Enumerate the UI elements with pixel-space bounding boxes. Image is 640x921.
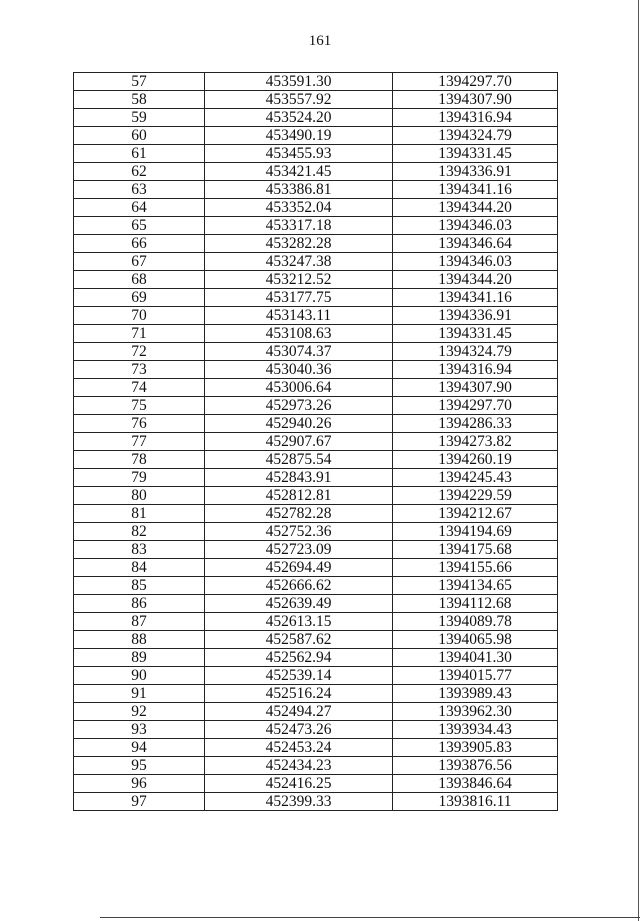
point-number-cell: 88: [74, 631, 205, 649]
table-row: [74, 469, 558, 487]
x-coordinate-cell: 453421.45: [205, 163, 393, 181]
x-coordinate-cell: 452907.67: [205, 433, 393, 451]
table-row: [74, 325, 558, 343]
table-row: [74, 595, 558, 613]
x-coordinate-cell: 452399.33: [205, 793, 393, 811]
scan-edge-bottom: [100, 917, 640, 918]
table-row: [74, 217, 558, 235]
x-coordinate-cell: 453524.20: [205, 109, 393, 127]
point-number-cell: 80: [74, 487, 205, 505]
y-coordinate-cell: 1393905.83: [393, 739, 558, 757]
y-coordinate-cell: 1394307.90: [393, 379, 558, 397]
point-number-cell: 89: [74, 649, 205, 667]
x-coordinate-cell: 452940.26: [205, 415, 393, 433]
x-coordinate-cell: 452539.14: [205, 667, 393, 685]
y-coordinate-cell: 1393962.30: [393, 703, 558, 721]
table-row: [74, 721, 558, 739]
coordinates-table: [73, 72, 558, 811]
x-coordinate-cell: 453074.37: [205, 343, 393, 361]
table-row: [74, 487, 558, 505]
table-row: [74, 451, 558, 469]
y-coordinate-cell: 1394324.79: [393, 343, 558, 361]
y-coordinate-cell: 1394341.16: [393, 181, 558, 199]
y-coordinate-cell: 1394346.64: [393, 235, 558, 253]
table-row: [74, 613, 558, 631]
y-coordinate-cell: 1394229.59: [393, 487, 558, 505]
y-coordinate-cell: 1394175.68: [393, 541, 558, 559]
point-number-cell: 97: [74, 793, 205, 811]
x-coordinate-cell: 453591.30: [205, 73, 393, 91]
table-row: [74, 235, 558, 253]
y-coordinate-cell: 1394112.68: [393, 595, 558, 613]
y-coordinate-cell: 1394297.70: [393, 397, 558, 415]
x-coordinate-cell: 452812.81: [205, 487, 393, 505]
y-coordinate-cell: 1394041.30: [393, 649, 558, 667]
y-coordinate-cell: 1393816.11: [393, 793, 558, 811]
point-number-cell: 79: [74, 469, 205, 487]
table-row: [74, 775, 558, 793]
table-row: [74, 163, 558, 181]
table-row: [74, 631, 558, 649]
y-coordinate-cell: 1394346.03: [393, 217, 558, 235]
x-coordinate-cell: 452723.09: [205, 541, 393, 559]
y-coordinate-cell: 1394212.67: [393, 505, 558, 523]
point-number-cell: 94: [74, 739, 205, 757]
table-row: [74, 397, 558, 415]
table-row: [74, 253, 558, 271]
coordinates-table-body: [74, 73, 558, 811]
x-coordinate-cell: 453177.75: [205, 289, 393, 307]
point-number-cell: 59: [74, 109, 205, 127]
y-coordinate-cell: 1393876.56: [393, 757, 558, 775]
table-row: [74, 307, 558, 325]
x-coordinate-cell: 453317.18: [205, 217, 393, 235]
point-number-cell: 95: [74, 757, 205, 775]
x-coordinate-cell: 452694.49: [205, 559, 393, 577]
x-coordinate-cell: 453352.04: [205, 199, 393, 217]
point-number-cell: 57: [74, 73, 205, 91]
table-row: [74, 91, 558, 109]
x-coordinate-cell: 452416.25: [205, 775, 393, 793]
table-row: [74, 343, 558, 361]
y-coordinate-cell: 1394331.45: [393, 145, 558, 163]
x-coordinate-cell: 453212.52: [205, 271, 393, 289]
point-number-cell: 84: [74, 559, 205, 577]
table-row: [74, 415, 558, 433]
table-row: [74, 181, 558, 199]
point-number-cell: 72: [74, 343, 205, 361]
x-coordinate-cell: 452562.94: [205, 649, 393, 667]
y-coordinate-cell: 1394065.98: [393, 631, 558, 649]
table-row: [74, 361, 558, 379]
table-row: [74, 703, 558, 721]
table-row: [74, 541, 558, 559]
table-row: [74, 685, 558, 703]
point-number-cell: 63: [74, 181, 205, 199]
y-coordinate-cell: 1394316.94: [393, 361, 558, 379]
x-coordinate-cell: 452639.49: [205, 595, 393, 613]
x-coordinate-cell: 453143.11: [205, 307, 393, 325]
x-coordinate-cell: 452473.26: [205, 721, 393, 739]
point-number-cell: 78: [74, 451, 205, 469]
point-number-cell: 87: [74, 613, 205, 631]
point-number-cell: 76: [74, 415, 205, 433]
point-number-cell: 68: [74, 271, 205, 289]
table-row: [74, 757, 558, 775]
table-row: [74, 379, 558, 397]
point-number-cell: 75: [74, 397, 205, 415]
y-coordinate-cell: 1394344.20: [393, 199, 558, 217]
x-coordinate-cell: 453247.38: [205, 253, 393, 271]
x-coordinate-cell: 452516.24: [205, 685, 393, 703]
x-coordinate-cell: 452453.24: [205, 739, 393, 757]
x-coordinate-cell: 452752.36: [205, 523, 393, 541]
x-coordinate-cell: 453455.93: [205, 145, 393, 163]
table-row: [74, 577, 558, 595]
point-number-cell: 69: [74, 289, 205, 307]
y-coordinate-cell: 1394194.69: [393, 523, 558, 541]
point-number-cell: 60: [74, 127, 205, 145]
y-coordinate-cell: 1393989.43: [393, 685, 558, 703]
x-coordinate-cell: 452434.23: [205, 757, 393, 775]
table-row: [74, 505, 558, 523]
point-number-cell: 83: [74, 541, 205, 559]
table-row: [74, 127, 558, 145]
point-number-cell: 90: [74, 667, 205, 685]
table-row: [74, 73, 558, 91]
table-row: [74, 145, 558, 163]
page-number: 161: [308, 33, 332, 49]
y-coordinate-cell: 1394336.91: [393, 307, 558, 325]
x-coordinate-cell: 453386.81: [205, 181, 393, 199]
x-coordinate-cell: 452494.27: [205, 703, 393, 721]
x-coordinate-cell: 452782.28: [205, 505, 393, 523]
point-number-cell: 81: [74, 505, 205, 523]
x-coordinate-cell: 452666.62: [205, 577, 393, 595]
y-coordinate-cell: 1394273.82: [393, 433, 558, 451]
scan-edge-right: [638, 0, 639, 921]
y-coordinate-cell: 1394260.19: [393, 451, 558, 469]
x-coordinate-cell: 452875.54: [205, 451, 393, 469]
table-row: [74, 199, 558, 217]
table-row: [74, 271, 558, 289]
y-coordinate-cell: 1394346.03: [393, 253, 558, 271]
table-row: [74, 793, 558, 811]
x-coordinate-cell: 453108.63: [205, 325, 393, 343]
x-coordinate-cell: 452613.15: [205, 613, 393, 631]
point-number-cell: 66: [74, 235, 205, 253]
y-coordinate-cell: 1393934.43: [393, 721, 558, 739]
x-coordinate-cell: 453490.19: [205, 127, 393, 145]
y-coordinate-cell: 1394307.90: [393, 91, 558, 109]
point-number-cell: 74: [74, 379, 205, 397]
y-coordinate-cell: 1394089.78: [393, 613, 558, 631]
point-number-cell: 62: [74, 163, 205, 181]
x-coordinate-cell: 453557.92: [205, 91, 393, 109]
point-number-cell: 85: [74, 577, 205, 595]
point-number-cell: 67: [74, 253, 205, 271]
y-coordinate-cell: 1394341.16: [393, 289, 558, 307]
x-coordinate-cell: 453040.36: [205, 361, 393, 379]
y-coordinate-cell: 1394015.77: [393, 667, 558, 685]
point-number-cell: 73: [74, 361, 205, 379]
y-coordinate-cell: 1394245.43: [393, 469, 558, 487]
point-number-cell: 77: [74, 433, 205, 451]
table-row: [74, 289, 558, 307]
point-number-cell: 64: [74, 199, 205, 217]
table-row: [74, 667, 558, 685]
point-number-cell: 91: [74, 685, 205, 703]
x-coordinate-cell: 452843.91: [205, 469, 393, 487]
x-coordinate-cell: 452587.62: [205, 631, 393, 649]
point-number-cell: 65: [74, 217, 205, 235]
point-number-cell: 92: [74, 703, 205, 721]
y-coordinate-cell: 1394336.91: [393, 163, 558, 181]
point-number-cell: 61: [74, 145, 205, 163]
point-number-cell: 71: [74, 325, 205, 343]
point-number-cell: 93: [74, 721, 205, 739]
table-row: [74, 649, 558, 667]
point-number-cell: 86: [74, 595, 205, 613]
table-row: [74, 523, 558, 541]
table-row: [74, 739, 558, 757]
y-coordinate-cell: 1394331.45: [393, 325, 558, 343]
y-coordinate-cell: 1394316.94: [393, 109, 558, 127]
table-row: [74, 433, 558, 451]
y-coordinate-cell: 1394344.20: [393, 271, 558, 289]
table-row: [74, 559, 558, 577]
point-number-cell: 70: [74, 307, 205, 325]
x-coordinate-cell: 453006.64: [205, 379, 393, 397]
y-coordinate-cell: 1394155.66: [393, 559, 558, 577]
y-coordinate-cell: 1393846.64: [393, 775, 558, 793]
y-coordinate-cell: 1394324.79: [393, 127, 558, 145]
x-coordinate-cell: 453282.28: [205, 235, 393, 253]
y-coordinate-cell: 1394134.65: [393, 577, 558, 595]
point-number-cell: 58: [74, 91, 205, 109]
table-row: [74, 109, 558, 127]
y-coordinate-cell: 1394286.33: [393, 415, 558, 433]
point-number-cell: 82: [74, 523, 205, 541]
y-coordinate-cell: 1394297.70: [393, 73, 558, 91]
x-coordinate-cell: 452973.26: [205, 397, 393, 415]
point-number-cell: 96: [74, 775, 205, 793]
